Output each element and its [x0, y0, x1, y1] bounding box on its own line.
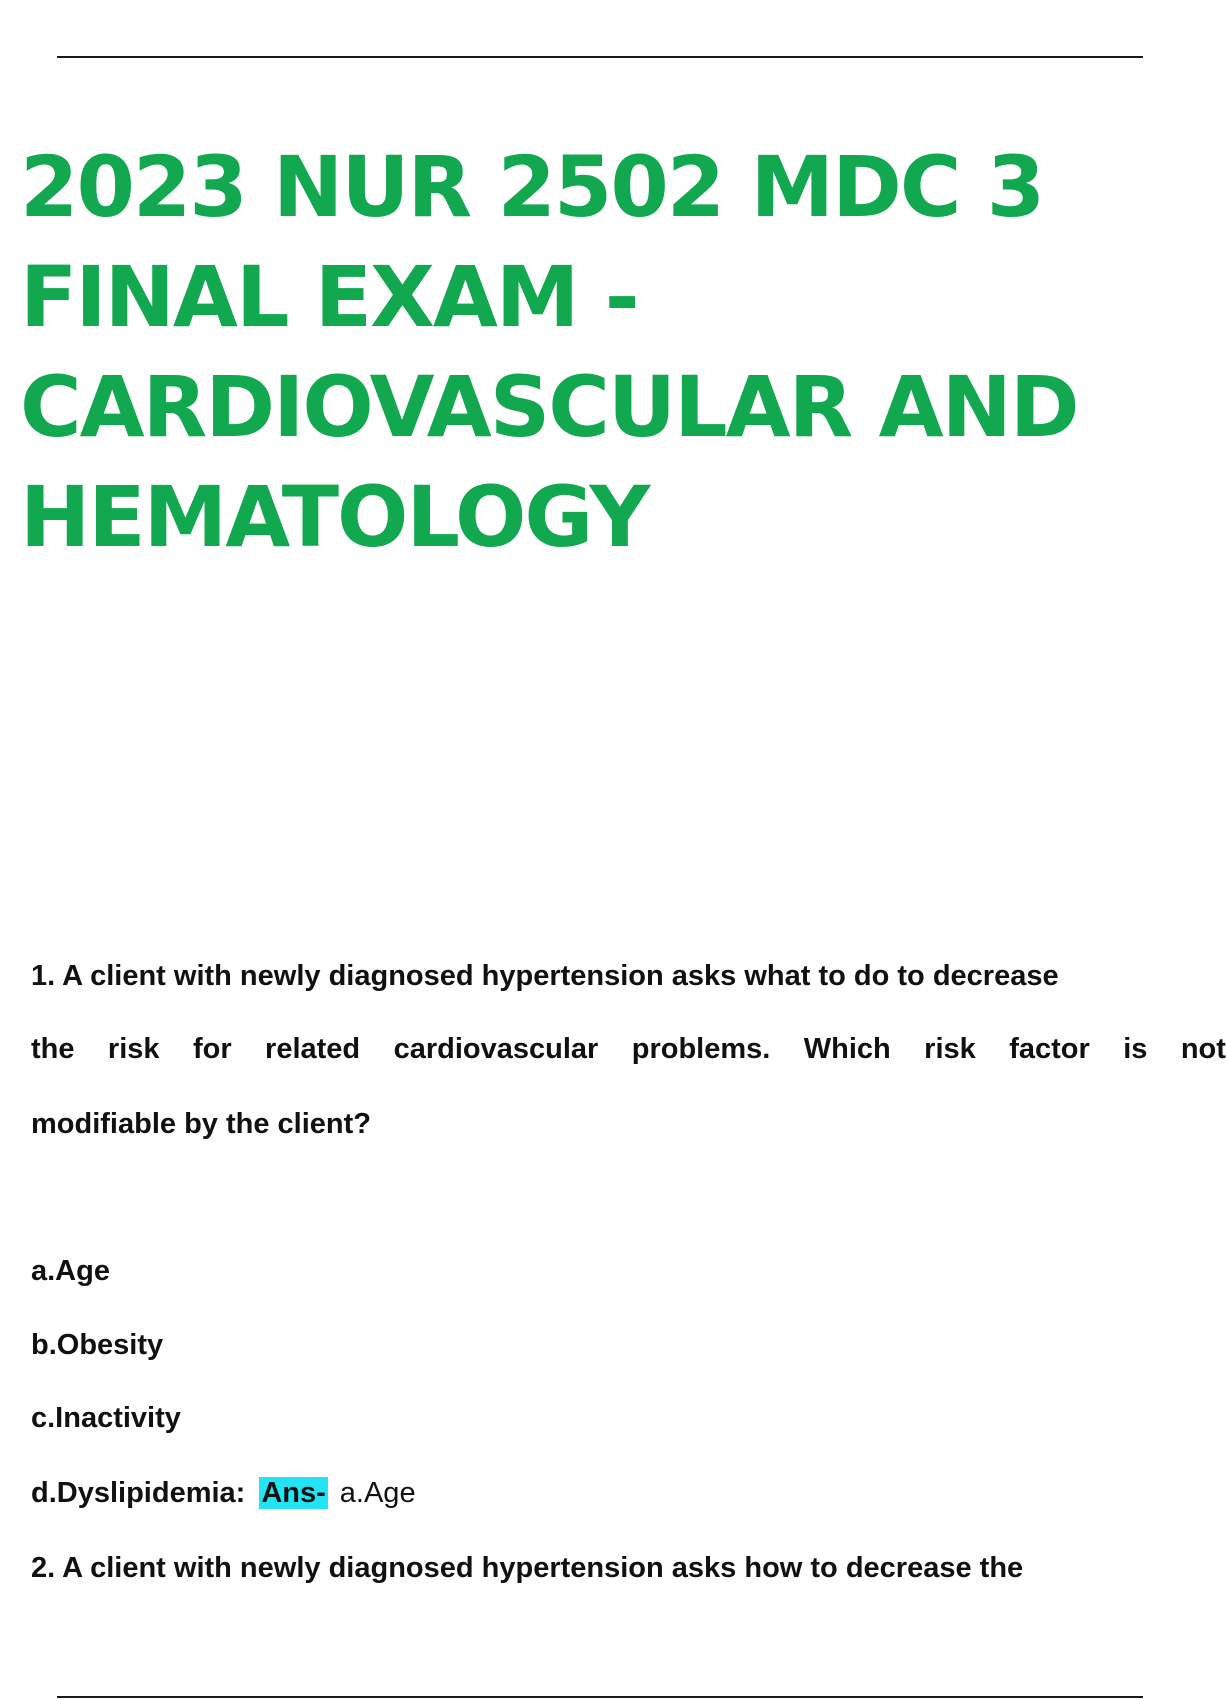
footer-rule	[57, 1696, 1143, 1698]
word: Which	[803, 1033, 891, 1065]
question-1-line-2	[31, 1033, 1226, 1066]
title-line: FINAL EXAM -	[20, 248, 638, 346]
word: factor	[1009, 1033, 1090, 1065]
header-rule	[57, 56, 1143, 58]
option-b: b.Obesity	[31, 1329, 164, 1361]
option-d-text: d.Dyslipidemia:	[31, 1477, 246, 1509]
word: for	[192, 1033, 232, 1065]
option-c: c.Inactivity	[31, 1402, 181, 1434]
title-line: CARDIOVASCULAR AND	[20, 358, 1078, 456]
question-1-line-1: 1. A client with newly diagnosed hypertension asks what to do to decrease	[31, 960, 1059, 992]
word: not	[1180, 1033, 1226, 1065]
word: related	[265, 1033, 361, 1065]
document-title	[20, 132, 1180, 572]
word: risk	[924, 1033, 976, 1065]
word: cardiovascular	[393, 1033, 599, 1065]
answer-label: Ans-	[261, 1477, 326, 1509]
word: the	[31, 1033, 75, 1065]
word: risk	[107, 1033, 160, 1065]
option-d	[31, 1477, 416, 1510]
title-line: HEMATOLOGY	[20, 468, 649, 566]
word: is	[1123, 1033, 1148, 1065]
word: problems.	[631, 1033, 771, 1065]
question-1-line-3: modifiable by the client?	[31, 1108, 371, 1140]
option-a: a.Age	[31, 1255, 110, 1287]
answer-value: a.Age	[339, 1477, 416, 1509]
question-2-line-1: 2. A client with newly diagnosed hypertension asks how to decrease the	[31, 1552, 1024, 1584]
title-line: 2023 NUR 2502 MDC 3	[20, 138, 1044, 236]
